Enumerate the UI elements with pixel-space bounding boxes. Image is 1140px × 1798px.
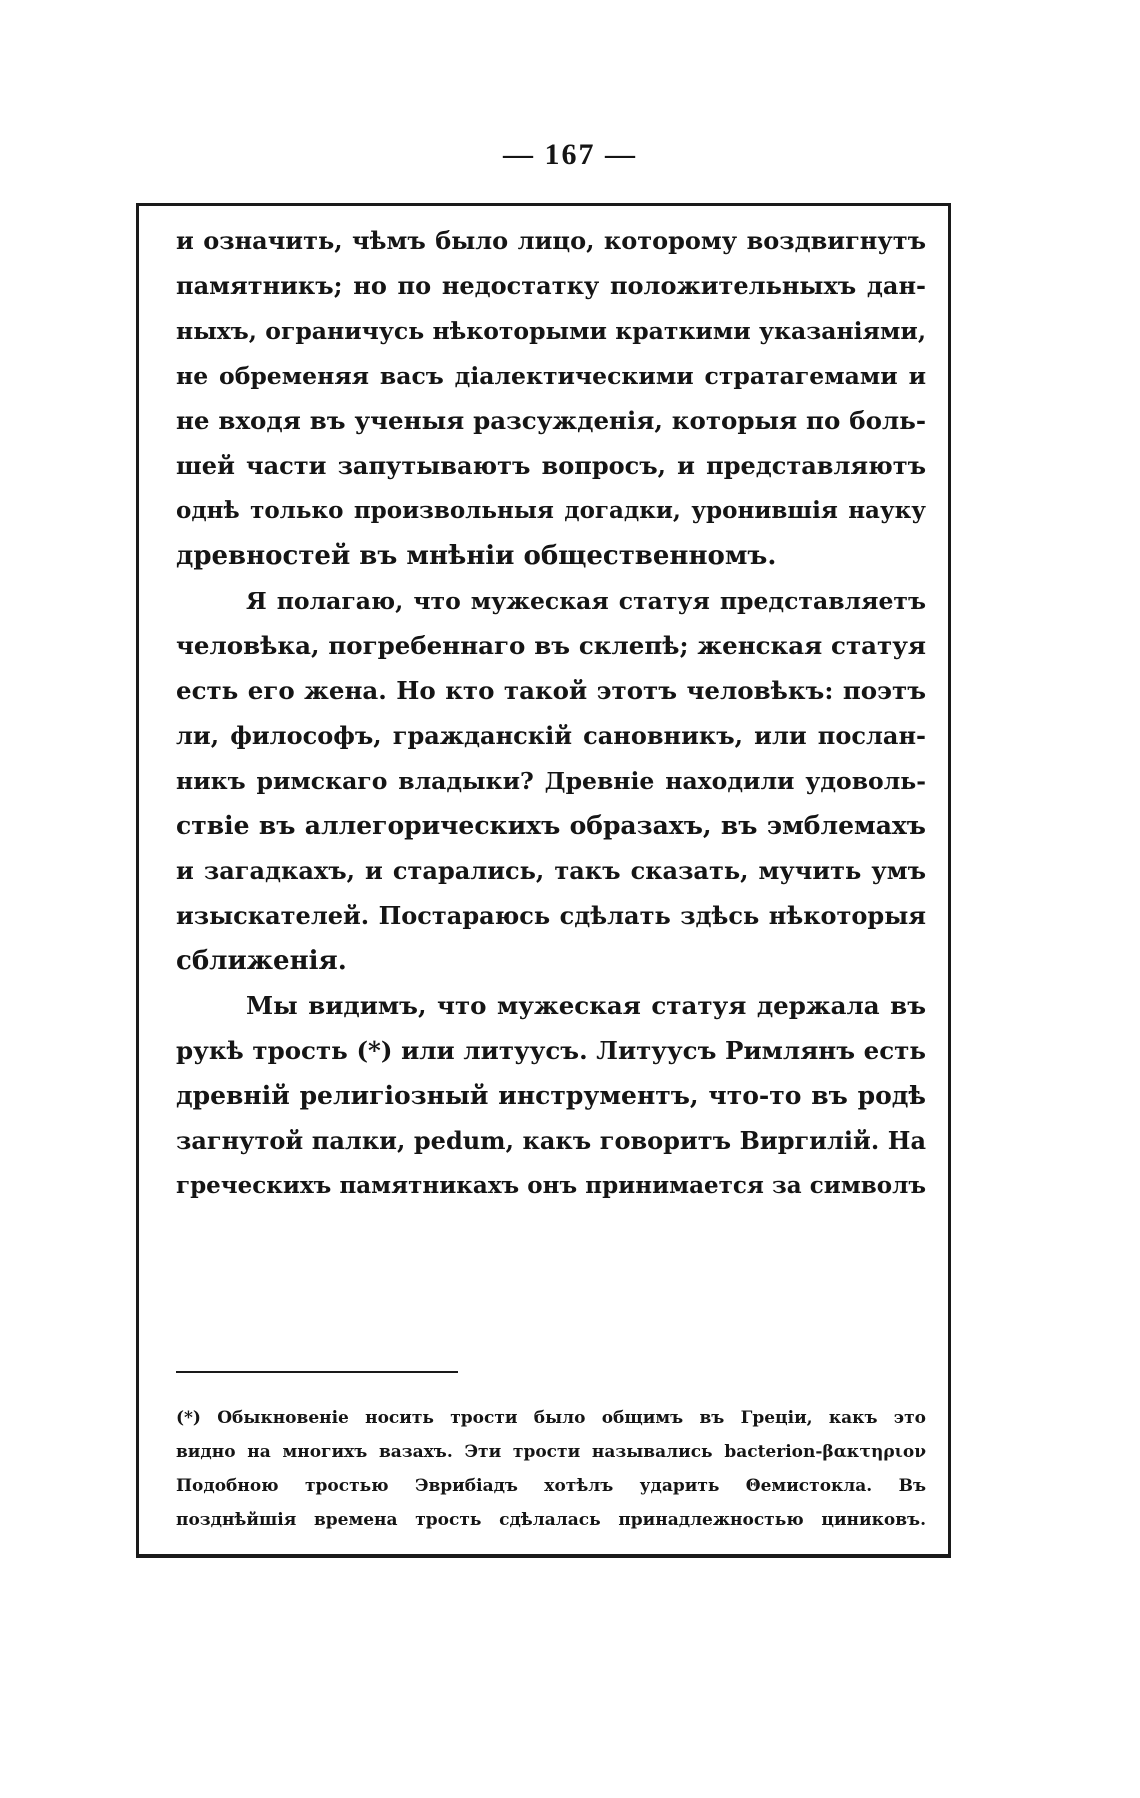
- body-line-9: Я полагаю, что мужеская статуя представляетъ: [246, 587, 926, 615]
- body-line-16: изыскателей. Постараюсь сдѣлать здѣсь нѣкоторыя: [176, 901, 926, 930]
- body-line-7: однѣ только произвольныя догадки, уронившія науку: [176, 497, 926, 524]
- body-line-12: ли, философъ, гражданскій сановникъ, или послан-: [176, 721, 926, 750]
- body-line-3: ныхъ, ограничусь нѣкоторыми краткими указаніями,: [176, 317, 926, 345]
- body-line-14: ствіе въ аллегорическихъ образахъ, въ эмблемахъ: [176, 811, 926, 840]
- body-line-1: и означить, чѣмъ было лицо, которому воздвигнутъ: [176, 226, 926, 255]
- body-line-11: есть его жена. Но кто такой этотъ человѣкъ: поэтъ: [176, 676, 926, 705]
- body-line-17: сближенія.: [176, 946, 347, 976]
- body-line-18: Мы видимъ, что мужеская статуя держала въ: [246, 991, 926, 1020]
- footnote-line-2: видно на многихъ вазахъ. Эти трости назывались bacterion-βακτηριον: [176, 1442, 926, 1462]
- body-line-15: и загадкахъ, и старались, такъ сказать, мучить умъ: [176, 856, 926, 885]
- body-line-22: греческихъ памятникахъ онъ принимается за символъ: [176, 1172, 926, 1199]
- body-line-20: древній религіозный инструментъ, что-то въ родѣ: [176, 1081, 926, 1110]
- body-line-5: не входя въ ученыя разсужденія, которыя по боль-: [176, 406, 926, 435]
- body-line-6: шей части запутываютъ вопросъ, и представляютъ: [176, 451, 926, 480]
- body-line-21: загнутой палки, pedum, какъ говоритъ Виргилій. На: [176, 1126, 926, 1155]
- footnote-line-3: Подобною тростью Эврибіадъ хотѣлъ ударить Θемистокла. Въ: [176, 1476, 926, 1496]
- page-number: — 167 —: [503, 138, 637, 171]
- body-line-4: не обременяя васъ діалектическими стратагемами и: [176, 362, 926, 390]
- body-line-10: человѣка, погребеннаго въ склепѣ; женская статуя: [176, 631, 926, 660]
- footnote-line-4: позднѣйшія времена трость сдѣлалась принадлежностью циниковъ.: [176, 1510, 926, 1530]
- body-line-8: древностей въ мнѣніи общественномъ.: [176, 541, 777, 571]
- body-line-19: рукѣ трость (*) или литуусъ. Литуусъ Римлянъ есть: [176, 1036, 926, 1065]
- body-line-2: памятникъ; но по недостатку положительныхъ дан-: [176, 271, 926, 300]
- footnote-separator: [176, 1371, 458, 1373]
- footnote-line-1: (*) Обыкновеніе носить трости было общимъ въ Греціи, какъ это: [176, 1408, 926, 1428]
- body-line-13: никъ римскаго владыки? Древніе находили удоволь-: [176, 767, 926, 795]
